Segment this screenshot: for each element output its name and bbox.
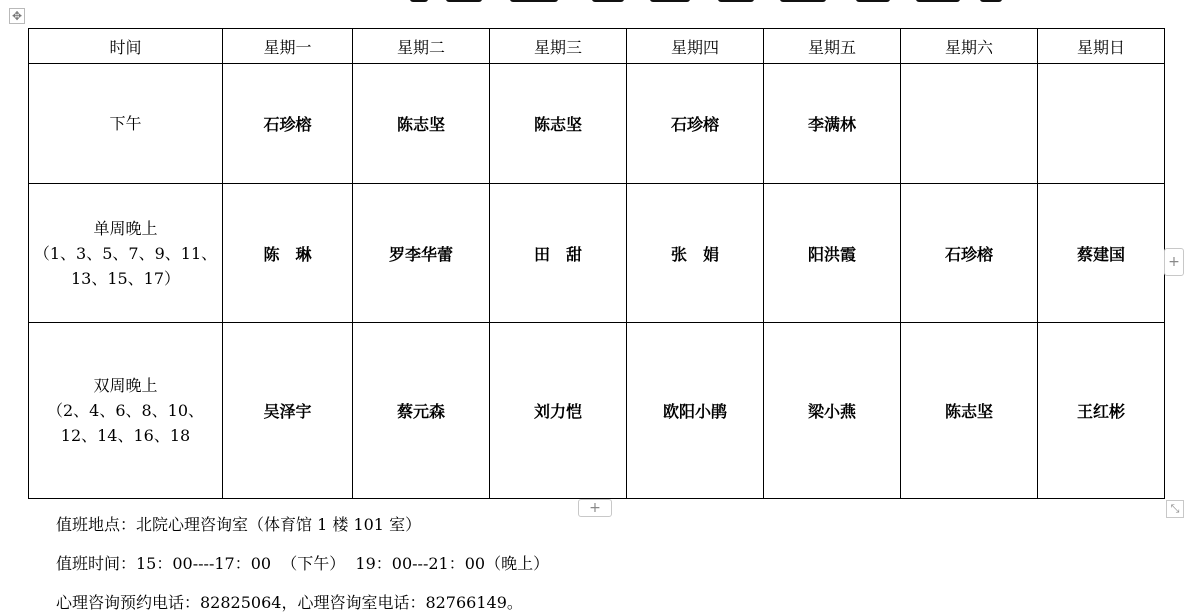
plus-icon: +	[589, 500, 601, 516]
duty-cell[interactable]: 张 娟	[627, 184, 764, 323]
plus-icon: +	[1168, 254, 1180, 270]
duty-cell[interactable]: 阳洪霞	[764, 184, 901, 323]
header-sunday[interactable]: 星期日	[1038, 29, 1165, 64]
duty-cell[interactable]: 陈志坚	[901, 323, 1038, 499]
time-cell-afternoon[interactable]	[29, 64, 223, 184]
duty-cell[interactable]: 石珍榕	[223, 64, 353, 184]
duty-hours-text: 值班时间：15：00----17：00 （下午） 19：00---21：00（晚上）	[56, 554, 550, 573]
header-thursday[interactable]: 星期四	[627, 29, 764, 64]
add-column-button[interactable]	[1164, 248, 1184, 276]
duty-cell[interactable]	[1038, 64, 1165, 184]
duty-cell[interactable]: 石珍榕	[627, 64, 764, 184]
header-time[interactable]: 时间	[29, 29, 223, 64]
duty-cell[interactable]: 陈志坚	[490, 64, 627, 184]
week-list-line: 13、15、17）	[70, 268, 181, 288]
table-move-handle-icon[interactable]: ✥	[9, 8, 25, 24]
duty-cell[interactable]: 陈 琳	[223, 184, 353, 323]
header-row	[29, 29, 1165, 64]
duty-schedule-table	[28, 28, 1165, 499]
duty-cell[interactable]: 罗李华蕾	[353, 184, 490, 323]
week-list-line: （2、4、6、8、10、	[46, 401, 205, 420]
duty-cell[interactable]: 陈志坚	[353, 64, 490, 184]
duty-cell[interactable]: 李满林	[764, 64, 901, 184]
duty-cell[interactable]: 田 甜	[490, 184, 627, 323]
duty-cell[interactable]: 吴泽宇	[223, 323, 353, 499]
duty-cell[interactable]: 石珍榕	[901, 184, 1038, 323]
duty-cell[interactable]	[901, 64, 1038, 184]
duty-cell[interactable]: 蔡元森	[353, 323, 490, 499]
cropped-title-text	[380, 0, 1020, 4]
header-wednesday[interactable]: 星期三	[490, 29, 627, 64]
time-cell-even-week[interactable]	[29, 323, 223, 499]
table-resize-icon[interactable]: ⤡	[1166, 500, 1184, 518]
table-row-afternoon	[29, 64, 1165, 184]
week-list-line: （1、3、5、7、9、11、	[33, 243, 218, 263]
header-monday[interactable]: 星期一	[223, 29, 353, 64]
duty-cell[interactable]: 梁小燕	[764, 323, 901, 499]
duty-cell[interactable]: 王红彬	[1038, 323, 1165, 499]
duty-cell[interactable]: 刘力恺	[490, 323, 627, 499]
header-saturday[interactable]: 星期六	[901, 29, 1038, 64]
duty-cell[interactable]: 欧阳小鹃	[627, 323, 764, 499]
time-label: 单周晚上	[93, 218, 158, 238]
add-row-button[interactable]	[578, 499, 612, 517]
header-tuesday[interactable]: 星期二	[353, 29, 490, 64]
duty-location-text: 值班地点：北院心理咨询室（体育馆 1 楼 101 室）	[56, 515, 422, 534]
table-row-even-week-evening	[29, 323, 1165, 499]
week-list-line: 12、14、16、18	[60, 426, 191, 445]
phone-numbers-text: 心理咨询预约电话：82825064，心理咨询室电话：82766149。	[56, 593, 523, 612]
header-friday[interactable]: 星期五	[764, 29, 901, 64]
time-label: 下午	[109, 114, 142, 133]
time-label: 双周晚上	[93, 376, 158, 395]
duty-cell[interactable]: 蔡建国	[1038, 184, 1165, 323]
table-row-odd-week-evening	[29, 184, 1165, 323]
time-cell-odd-week[interactable]	[29, 184, 223, 323]
